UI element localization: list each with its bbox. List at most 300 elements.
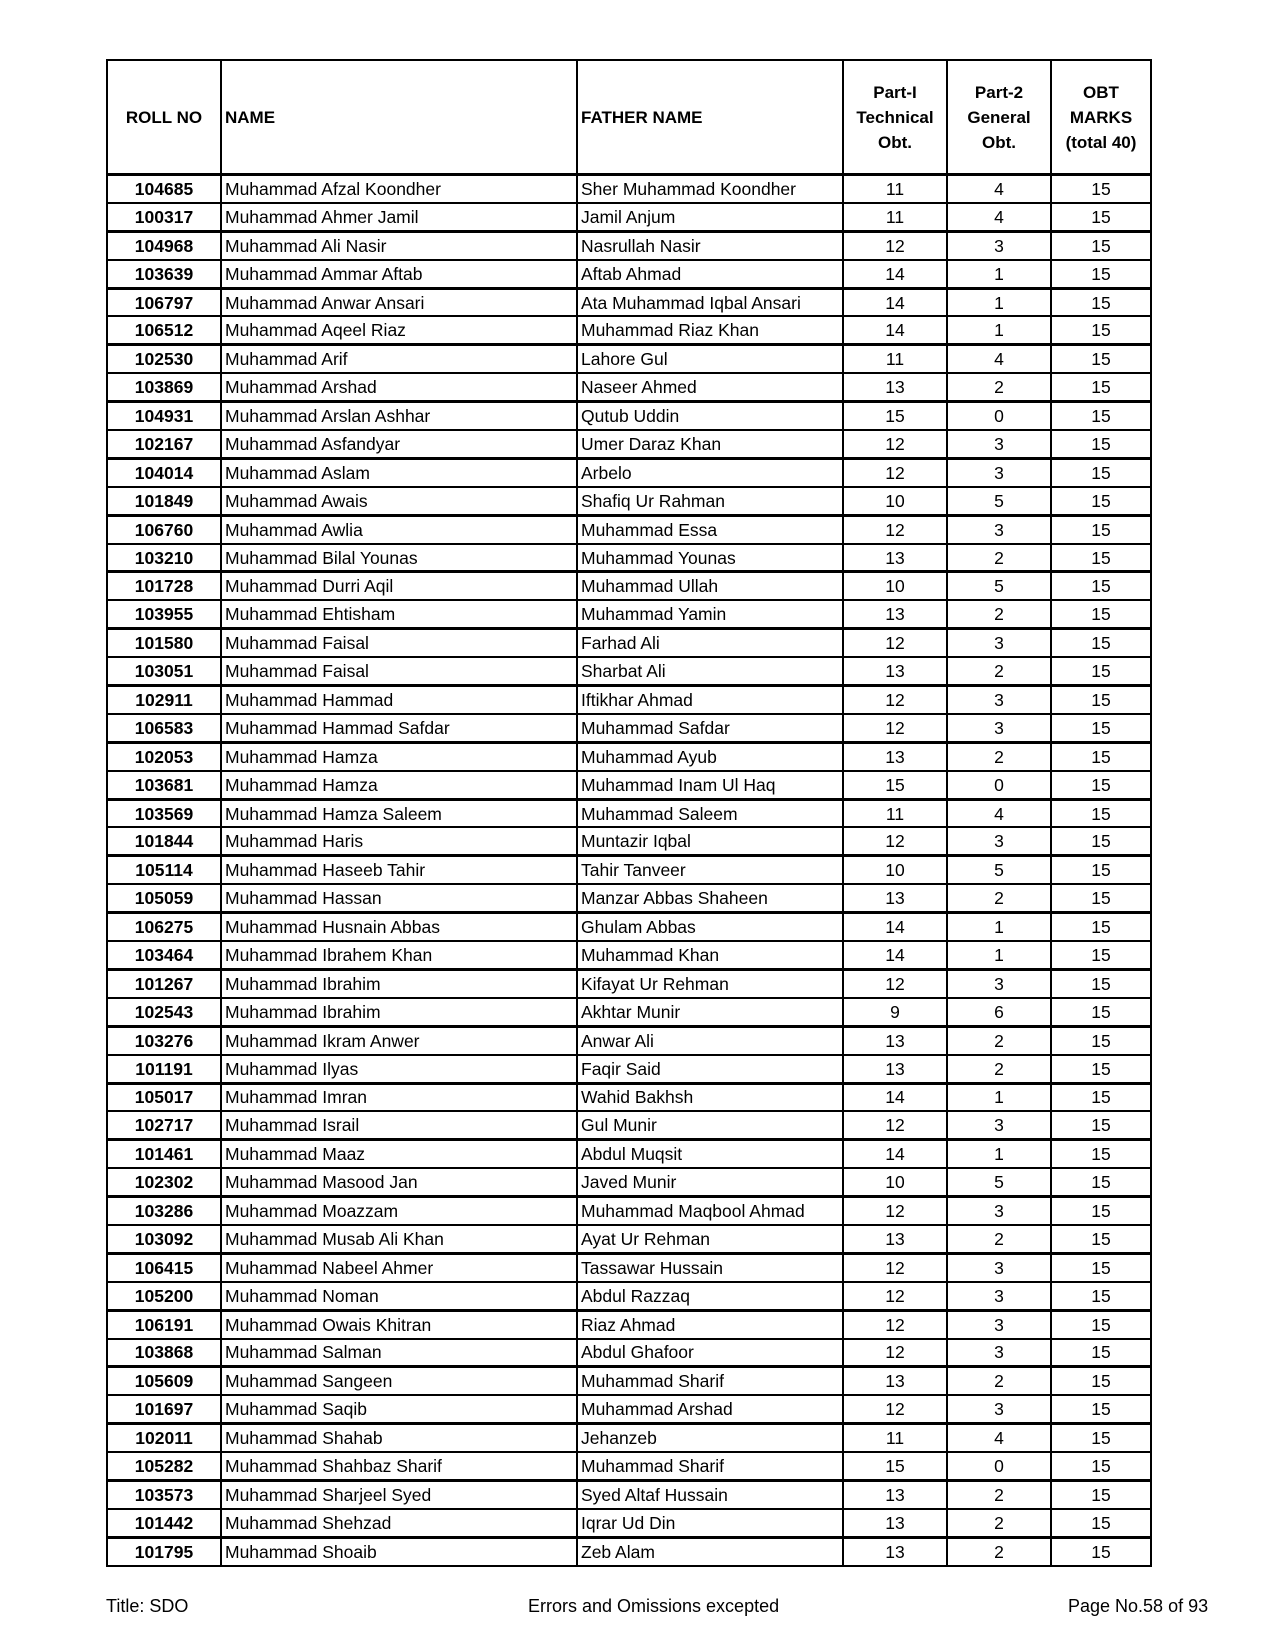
cell-roll-no: 101191 [107, 1055, 221, 1083]
cell-obt-marks: 15 [1051, 1083, 1151, 1111]
cell-roll-no: 103051 [107, 657, 221, 685]
cell-obt-marks: 15 [1051, 1253, 1151, 1281]
cell-father-name: Abdul Ghafoor [577, 1339, 843, 1367]
cell-part2-score: 3 [947, 1310, 1051, 1338]
cell-part2-score: 3 [947, 714, 1051, 742]
cell-part2-score: 5 [947, 487, 1051, 515]
table-row [107, 1395, 1151, 1423]
cell-obt-marks: 15 [1051, 515, 1151, 543]
cell-obt-marks: 15 [1051, 316, 1151, 344]
table-row [107, 856, 1151, 884]
header-obt-line1: OBT [1083, 82, 1119, 102]
table-row [107, 1367, 1151, 1395]
cell-roll-no: 106583 [107, 714, 221, 742]
cell-obt-marks: 15 [1051, 913, 1151, 941]
cell-father-name: Umer Daraz Khan [577, 430, 843, 458]
cell-obt-marks: 15 [1051, 1055, 1151, 1083]
cell-part1-score: 13 [843, 1480, 947, 1508]
table-row [107, 884, 1151, 912]
header-name: NAME [221, 60, 577, 175]
cell-roll-no: 102302 [107, 1168, 221, 1196]
cell-obt-marks: 15 [1051, 1452, 1151, 1480]
cell-part2-score: 1 [947, 260, 1051, 288]
cell-roll-no: 103639 [107, 260, 221, 288]
cell-part1-score: 13 [843, 1367, 947, 1395]
cell-part1-score: 11 [843, 1424, 947, 1452]
cell-obt-marks: 15 [1051, 1168, 1151, 1196]
cell-roll-no: 105114 [107, 856, 221, 884]
cell-obt-marks: 15 [1051, 203, 1151, 231]
cell-name: Muhammad Hamza [221, 771, 577, 799]
cell-father-name: Muhammad Saleem [577, 799, 843, 827]
cell-roll-no: 103868 [107, 1339, 221, 1367]
cell-part1-score: 12 [843, 430, 947, 458]
cell-part1-score: 13 [843, 742, 947, 770]
cell-part2-score: 1 [947, 288, 1051, 316]
cell-name: Muhammad Faisal [221, 629, 577, 657]
cell-father-name: Muhammad Sharif [577, 1452, 843, 1480]
cell-part1-score: 13 [843, 1537, 947, 1565]
table-row [107, 487, 1151, 515]
table-row [107, 175, 1151, 203]
cell-obt-marks: 15 [1051, 175, 1151, 203]
cell-part1-score: 15 [843, 402, 947, 430]
cell-father-name: Nasrullah Nasir [577, 231, 843, 259]
table-row [107, 231, 1151, 259]
cell-part1-score: 12 [843, 827, 947, 855]
cell-father-name: Zeb Alam [577, 1537, 843, 1565]
cell-father-name: Muhammad Ullah [577, 572, 843, 600]
table-row [107, 1339, 1151, 1367]
table-row [107, 1509, 1151, 1537]
cell-name: Muhammad Ilyas [221, 1055, 577, 1083]
cell-roll-no: 104931 [107, 402, 221, 430]
cell-name: Muhammad Aqeel Riaz [221, 316, 577, 344]
cell-part2-score: 3 [947, 430, 1051, 458]
cell-part1-score: 15 [843, 771, 947, 799]
cell-name: Muhammad Saqib [221, 1395, 577, 1423]
cell-part1-score: 14 [843, 913, 947, 941]
cell-part2-score: 4 [947, 799, 1051, 827]
cell-father-name: Muhammad Sharif [577, 1367, 843, 1395]
footer-title: Title: SDO [106, 1596, 189, 1616]
cell-part2-score: 3 [947, 969, 1051, 997]
table-row [107, 969, 1151, 997]
cell-part2-score: 3 [947, 231, 1051, 259]
cell-part2-score: 4 [947, 203, 1051, 231]
cell-roll-no: 103573 [107, 1480, 221, 1508]
cell-roll-no: 105200 [107, 1282, 221, 1310]
cell-roll-no: 104014 [107, 458, 221, 486]
table-row [107, 458, 1151, 486]
table-row [107, 260, 1151, 288]
cell-part2-score: 1 [947, 316, 1051, 344]
cell-obt-marks: 15 [1051, 1367, 1151, 1395]
header-obt-line2: MARKS [1069, 107, 1133, 127]
cell-part1-score: 11 [843, 175, 947, 203]
cell-roll-no: 101795 [107, 1537, 221, 1565]
cell-roll-no: 106275 [107, 913, 221, 941]
cell-obt-marks: 15 [1051, 1339, 1151, 1367]
cell-father-name: Wahid Bakhsh [577, 1083, 843, 1111]
cell-part2-score: 2 [947, 1509, 1051, 1537]
table-row [107, 544, 1151, 572]
cell-roll-no: 102911 [107, 686, 221, 714]
cell-roll-no: 103210 [107, 544, 221, 572]
cell-obt-marks: 15 [1051, 856, 1151, 884]
cell-part1-score: 12 [843, 231, 947, 259]
cell-name: Muhammad Ehtisham [221, 600, 577, 628]
cell-obt-marks: 15 [1051, 1424, 1151, 1452]
cell-name: Muhammad Nabeel Ahmer [221, 1253, 577, 1281]
cell-father-name: Akhtar Munir [577, 998, 843, 1026]
cell-father-name: Jamil Anjum [577, 203, 843, 231]
cell-part1-score: 11 [843, 203, 947, 231]
cell-roll-no: 101580 [107, 629, 221, 657]
cell-name: Muhammad Ammar Aftab [221, 260, 577, 288]
cell-part2-score: 2 [947, 544, 1051, 572]
cell-name: Muhammad Shoaib [221, 1537, 577, 1565]
header-part1-line1: Part-I [873, 82, 917, 102]
cell-name: Muhammad Ahmer Jamil [221, 203, 577, 231]
cell-part1-score: 15 [843, 1452, 947, 1480]
cell-obt-marks: 15 [1051, 941, 1151, 969]
cell-father-name: Iftikhar Ahmad [577, 686, 843, 714]
cell-roll-no: 103286 [107, 1197, 221, 1225]
table-row [107, 1225, 1151, 1253]
table-row [107, 771, 1151, 799]
cell-part1-score: 12 [843, 1339, 947, 1367]
cell-name: Muhammad Hamza [221, 742, 577, 770]
cell-name: Muhammad Faisal [221, 657, 577, 685]
cell-roll-no: 103092 [107, 1225, 221, 1253]
cell-roll-no: 103869 [107, 373, 221, 401]
cell-roll-no: 103464 [107, 941, 221, 969]
table-row [107, 1168, 1151, 1196]
cell-part1-score: 12 [843, 1310, 947, 1338]
cell-part1-score: 13 [843, 1055, 947, 1083]
cell-roll-no: 105017 [107, 1083, 221, 1111]
cell-part1-score: 10 [843, 572, 947, 600]
cell-part2-score: 3 [947, 827, 1051, 855]
cell-name: Muhammad Awlia [221, 515, 577, 543]
cell-name: Muhammad Arif [221, 345, 577, 373]
table-row [107, 742, 1151, 770]
cell-part1-score: 14 [843, 1140, 947, 1168]
cell-father-name: Muhammad Maqbool Ahmad [577, 1197, 843, 1225]
cell-obt-marks: 15 [1051, 998, 1151, 1026]
table-body [107, 175, 1151, 1566]
cell-part1-score: 9 [843, 998, 947, 1026]
header-part1-line3: Obt. [878, 132, 912, 152]
cell-part1-score: 12 [843, 1253, 947, 1281]
cell-father-name: Syed Altaf Hussain [577, 1480, 843, 1508]
cell-father-name: Tahir Tanveer [577, 856, 843, 884]
cell-obt-marks: 15 [1051, 260, 1151, 288]
cell-part2-score: 2 [947, 1225, 1051, 1253]
cell-roll-no: 102167 [107, 430, 221, 458]
table-row [107, 373, 1151, 401]
cell-name: Muhammad Asfandyar [221, 430, 577, 458]
cell-obt-marks: 15 [1051, 1509, 1151, 1537]
cell-roll-no: 101849 [107, 487, 221, 515]
cell-father-name: Muhammad Khan [577, 941, 843, 969]
cell-part2-score: 3 [947, 1197, 1051, 1225]
table-row [107, 203, 1151, 231]
cell-part1-score: 13 [843, 600, 947, 628]
cell-obt-marks: 15 [1051, 600, 1151, 628]
cell-part1-score: 12 [843, 1111, 947, 1139]
table-row [107, 515, 1151, 543]
cell-name: Muhammad Sharjeel Syed [221, 1480, 577, 1508]
cell-part1-score: 12 [843, 1282, 947, 1310]
cell-part1-score: 12 [843, 714, 947, 742]
cell-roll-no: 106415 [107, 1253, 221, 1281]
table-row [107, 1452, 1151, 1480]
cell-obt-marks: 15 [1051, 742, 1151, 770]
table-row [107, 686, 1151, 714]
cell-part2-score: 2 [947, 1367, 1051, 1395]
cell-part2-score: 3 [947, 1111, 1051, 1139]
cell-part2-score: 2 [947, 1537, 1051, 1565]
cell-father-name: Kifayat Ur Rehman [577, 969, 843, 997]
cell-part2-score: 6 [947, 998, 1051, 1026]
cell-part2-score: 1 [947, 1140, 1051, 1168]
cell-name: Muhammad Aslam [221, 458, 577, 486]
header-obt-marks [1051, 60, 1151, 175]
cell-part1-score: 10 [843, 856, 947, 884]
cell-obt-marks: 15 [1051, 1140, 1151, 1168]
cell-name: Muhammad Ibrahim [221, 969, 577, 997]
cell-name: Muhammad Israil [221, 1111, 577, 1139]
cell-part2-score: 2 [947, 600, 1051, 628]
cell-father-name: Muhammad Riaz Khan [577, 316, 843, 344]
cell-roll-no: 103955 [107, 600, 221, 628]
cell-part2-score: 0 [947, 402, 1051, 430]
cell-obt-marks: 15 [1051, 345, 1151, 373]
cell-part1-score: 13 [843, 1509, 947, 1537]
cell-father-name: Sher Muhammad Koondher [577, 175, 843, 203]
cell-part1-score: 13 [843, 657, 947, 685]
table-row [107, 316, 1151, 344]
cell-obt-marks: 15 [1051, 458, 1151, 486]
cell-part1-score: 14 [843, 941, 947, 969]
cell-name: Muhammad Ibrahim [221, 998, 577, 1026]
cell-obt-marks: 15 [1051, 771, 1151, 799]
cell-part2-score: 2 [947, 884, 1051, 912]
cell-father-name: Gul Munir [577, 1111, 843, 1139]
cell-name: Muhammad Haseeb Tahir [221, 856, 577, 884]
cell-name: Muhammad Hamza Saleem [221, 799, 577, 827]
cell-name: Muhammad Arshad [221, 373, 577, 401]
header-father-name: FATHER NAME [577, 60, 843, 175]
cell-obt-marks: 15 [1051, 1310, 1151, 1338]
table-row [107, 572, 1151, 600]
cell-father-name: Muhammad Younas [577, 544, 843, 572]
table-header-row [107, 60, 1151, 175]
cell-name: Muhammad Noman [221, 1282, 577, 1310]
cell-obt-marks: 15 [1051, 969, 1151, 997]
cell-part1-score: 12 [843, 1395, 947, 1423]
cell-father-name: Muhammad Safdar [577, 714, 843, 742]
table-row [107, 629, 1151, 657]
table-row [107, 1055, 1151, 1083]
cell-father-name: Muntazir Iqbal [577, 827, 843, 855]
cell-name: Muhammad Hammad Safdar [221, 714, 577, 742]
cell-father-name: Shafiq Ur Rahman [577, 487, 843, 515]
cell-roll-no: 102717 [107, 1111, 221, 1139]
cell-obt-marks: 15 [1051, 799, 1151, 827]
cell-roll-no: 101461 [107, 1140, 221, 1168]
table-row [107, 1197, 1151, 1225]
cell-part2-score: 5 [947, 856, 1051, 884]
cell-part2-score: 2 [947, 657, 1051, 685]
cell-obt-marks: 15 [1051, 487, 1151, 515]
table-row [107, 799, 1151, 827]
header-part2-line1: Part-2 [974, 82, 1024, 102]
cell-obt-marks: 15 [1051, 629, 1151, 657]
cell-obt-marks: 15 [1051, 686, 1151, 714]
cell-father-name: Anwar Ali [577, 1026, 843, 1054]
cell-obt-marks: 15 [1051, 1282, 1151, 1310]
table-row [107, 430, 1151, 458]
cell-part2-score: 2 [947, 373, 1051, 401]
cell-roll-no: 102011 [107, 1424, 221, 1452]
cell-father-name: Muhammad Ayub [577, 742, 843, 770]
cell-father-name: Aftab Ahmad [577, 260, 843, 288]
cell-name: Muhammad Moazzam [221, 1197, 577, 1225]
cell-father-name: Ata Muhammad Iqbal Ansari [577, 288, 843, 316]
cell-part2-score: 1 [947, 941, 1051, 969]
table-row [107, 1111, 1151, 1139]
cell-obt-marks: 15 [1051, 288, 1151, 316]
cell-father-name: Javed Munir [577, 1168, 843, 1196]
cell-part1-score: 12 [843, 458, 947, 486]
cell-obt-marks: 15 [1051, 402, 1151, 430]
cell-roll-no: 103276 [107, 1026, 221, 1054]
cell-part2-score: 1 [947, 1083, 1051, 1111]
cell-part1-score: 12 [843, 629, 947, 657]
cell-part1-score: 11 [843, 799, 947, 827]
cell-part1-score: 12 [843, 1197, 947, 1225]
cell-obt-marks: 15 [1051, 544, 1151, 572]
cell-father-name: Abdul Muqsit [577, 1140, 843, 1168]
cell-roll-no: 103569 [107, 799, 221, 827]
table-row [107, 714, 1151, 742]
cell-part1-score: 14 [843, 1083, 947, 1111]
cell-part1-score: 13 [843, 1026, 947, 1054]
cell-name: Muhammad Shehzad [221, 1509, 577, 1537]
table-row [107, 288, 1151, 316]
cell-roll-no: 105059 [107, 884, 221, 912]
cell-part1-score: 14 [843, 288, 947, 316]
cell-father-name: Abdul Razzaq [577, 1282, 843, 1310]
cell-name: Muhammad Bilal Younas [221, 544, 577, 572]
table-row [107, 941, 1151, 969]
cell-part2-score: 1 [947, 913, 1051, 941]
cell-part2-score: 2 [947, 742, 1051, 770]
cell-part2-score: 0 [947, 771, 1051, 799]
cell-obt-marks: 15 [1051, 1197, 1151, 1225]
cell-part2-score: 5 [947, 1168, 1051, 1196]
table-row [107, 345, 1151, 373]
cell-father-name: Farhad Ali [577, 629, 843, 657]
cell-name: Muhammad Shahbaz Sharif [221, 1452, 577, 1480]
cell-obt-marks: 15 [1051, 430, 1151, 458]
cell-part2-score: 4 [947, 1424, 1051, 1452]
cell-father-name: Iqrar Ud Din [577, 1509, 843, 1537]
cell-part2-score: 3 [947, 1282, 1051, 1310]
cell-part1-score: 13 [843, 373, 947, 401]
cell-obt-marks: 15 [1051, 1026, 1151, 1054]
table-row [107, 998, 1151, 1026]
cell-roll-no: 104968 [107, 231, 221, 259]
cell-name: Muhammad Husnain Abbas [221, 913, 577, 941]
cell-part1-score: 14 [843, 260, 947, 288]
cell-name: Muhammad Ali Nasir [221, 231, 577, 259]
cell-obt-marks: 15 [1051, 231, 1151, 259]
cell-part1-score: 10 [843, 1168, 947, 1196]
cell-name: Muhammad Ibrahem Khan [221, 941, 577, 969]
cell-part2-score: 4 [947, 345, 1051, 373]
header-part1-technical [843, 60, 947, 175]
footer-page-number: Page No.58 of 93 [1068, 1596, 1209, 1616]
cell-father-name: Lahore Gul [577, 345, 843, 373]
cell-name: Muhammad Masood Jan [221, 1168, 577, 1196]
cell-part1-score: 12 [843, 969, 947, 997]
cell-part2-score: 2 [947, 1480, 1051, 1508]
cell-roll-no: 106191 [107, 1310, 221, 1338]
cell-part2-score: 2 [947, 1055, 1051, 1083]
cell-father-name: Ayat Ur Rehman [577, 1225, 843, 1253]
cell-father-name: Naseer Ahmed [577, 373, 843, 401]
cell-roll-no: 106512 [107, 316, 221, 344]
cell-name: Muhammad Owais Khitran [221, 1310, 577, 1338]
cell-part2-score: 3 [947, 629, 1051, 657]
cell-obt-marks: 15 [1051, 373, 1151, 401]
cell-name: Muhammad Ikram Anwer [221, 1026, 577, 1054]
cell-roll-no: 103681 [107, 771, 221, 799]
cell-father-name: Tassawar Hussain [577, 1253, 843, 1281]
cell-roll-no: 105609 [107, 1367, 221, 1395]
table-row [107, 657, 1151, 685]
cell-part2-score: 5 [947, 572, 1051, 600]
cell-name: Muhammad Anwar Ansari [221, 288, 577, 316]
cell-obt-marks: 15 [1051, 657, 1151, 685]
cell-father-name: Jehanzeb [577, 1424, 843, 1452]
header-part2-line2: General [967, 107, 1031, 127]
cell-part1-score: 10 [843, 487, 947, 515]
cell-part1-score: 13 [843, 544, 947, 572]
cell-obt-marks: 15 [1051, 1225, 1151, 1253]
cell-name: Muhammad Haris [221, 827, 577, 855]
cell-name: Muhammad Musab Ali Khan [221, 1225, 577, 1253]
cell-part2-score: 3 [947, 515, 1051, 543]
cell-name: Muhammad Sangeen [221, 1367, 577, 1395]
cell-part2-score: 3 [947, 458, 1051, 486]
cell-name: Muhammad Imran [221, 1083, 577, 1111]
cell-part2-score: 3 [947, 1339, 1051, 1367]
cell-part1-score: 13 [843, 884, 947, 912]
header-obt-line3: (total 40) [1065, 132, 1137, 152]
cell-roll-no: 101442 [107, 1509, 221, 1537]
cell-obt-marks: 15 [1051, 714, 1151, 742]
cell-roll-no: 106797 [107, 288, 221, 316]
table-row [107, 1310, 1151, 1338]
cell-roll-no: 101267 [107, 969, 221, 997]
table-row [107, 600, 1151, 628]
cell-roll-no: 106760 [107, 515, 221, 543]
